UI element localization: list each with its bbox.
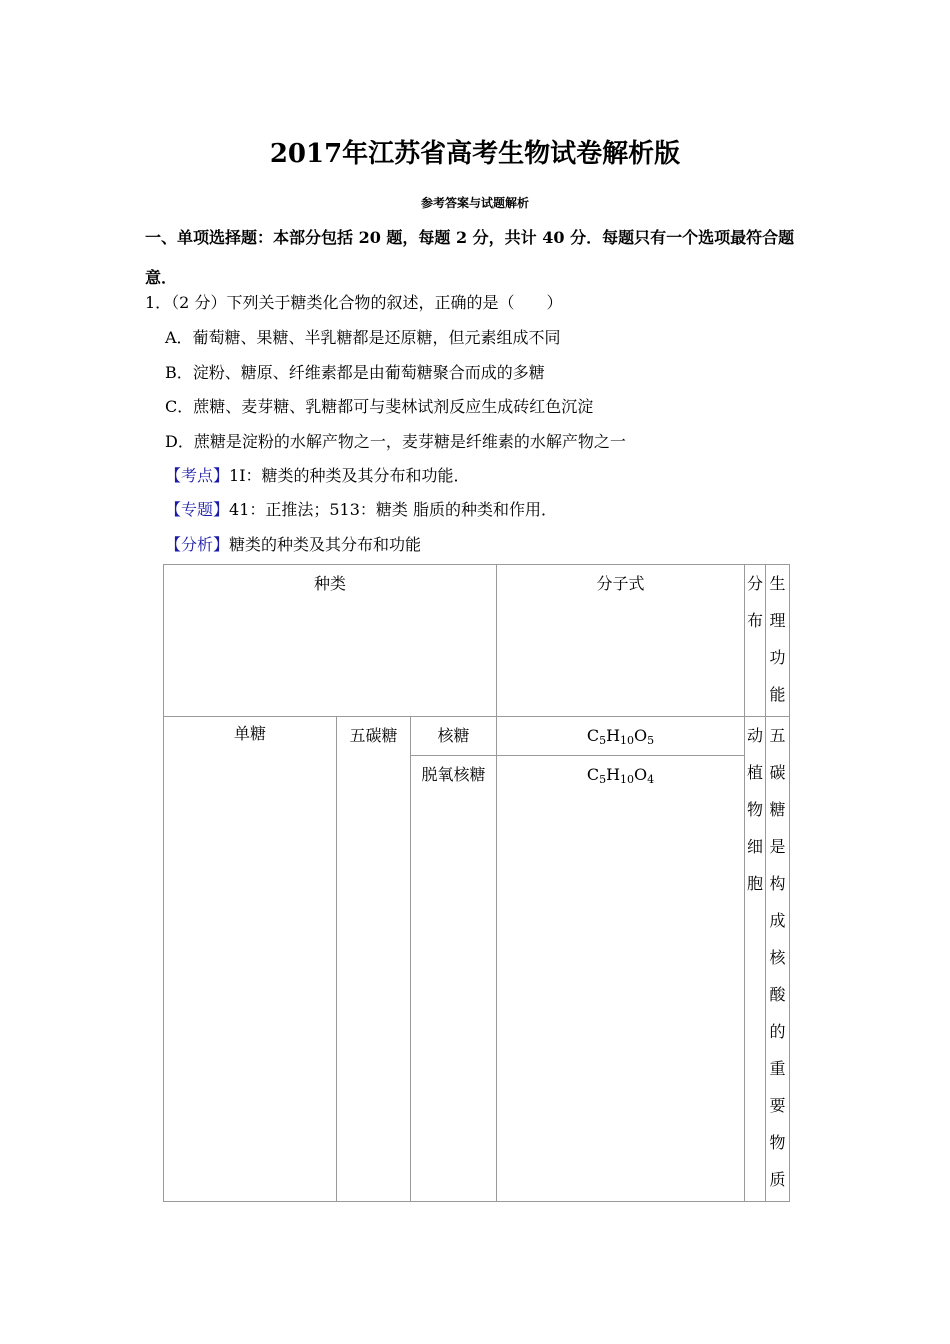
fenxi-text: 糖类的种类及其分布和功能 — [229, 535, 422, 554]
page-subtitle: 参考答案与试题解析 — [420, 196, 529, 210]
header-formula: 分子式 — [497, 565, 745, 717]
header-distribution: 分布 — [745, 565, 766, 717]
cell-subcategory: 五碳糖 — [337, 717, 411, 1202]
cell-distribution: 动植物细胞 — [745, 717, 766, 1202]
fenxi-line — [165, 535, 421, 555]
section-heading: 一、单项选择题：本部分包括 20 题，每题 2 分，共计 40 分．每题只有一个选项最符合题意． — [145, 228, 795, 287]
cell-function: 五碳糖是构成核酸的重要物质 — [766, 717, 790, 1202]
fenxi-tag: 【分析】 — [165, 535, 230, 554]
header-function: 生理功能 — [766, 565, 790, 717]
table-row — [164, 717, 790, 756]
sugar-table — [163, 564, 790, 1202]
kaodian-text: 1I：糖类的种类及其分布和功能． — [229, 466, 470, 485]
table-header-row — [164, 565, 790, 717]
kaodian-tag: 【考点】 — [165, 466, 230, 485]
header-category: 种类 — [164, 565, 497, 717]
cell-category: 单糖 — [164, 717, 337, 1202]
zhuanti-text: 41：正推法；513：糖类 脂质的种类和作用． — [229, 500, 558, 519]
question-stem: 1．（2 分）下列关于糖类化合物的叙述，正确的是（ ） — [145, 293, 563, 312]
option-a: A．葡萄糖、果糖、半乳糖都是还原糖，但元素组成不同 — [165, 328, 561, 347]
zhuanti-line — [165, 500, 557, 520]
cell-formula: $C_5H_{10}O_4$ — [497, 756, 745, 1202]
option-d: D．蔗糖是淀粉的水解产物之一，麦芽糖是纤维素的水解产物之一 — [165, 432, 626, 451]
option-c: C．蔗糖、麦芽糖、乳糖都可与斐林试剂反应生成砖红色沉淀 — [165, 397, 594, 416]
cell-item-name: 核糖 — [411, 717, 497, 756]
option-b: B．淀粉、糖原、纤维素都是由葡萄糖聚合而成的多糖 — [165, 363, 545, 382]
cell-item-name: 脱氧核糖 — [411, 756, 497, 1202]
cell-formula: $C_5H_{10}O_5$ — [497, 717, 745, 756]
kaodian-line — [165, 466, 470, 486]
page-title: 2017年江苏省高考生物试卷解析版 — [269, 139, 681, 169]
zhuanti-tag: 【专题】 — [165, 500, 230, 519]
